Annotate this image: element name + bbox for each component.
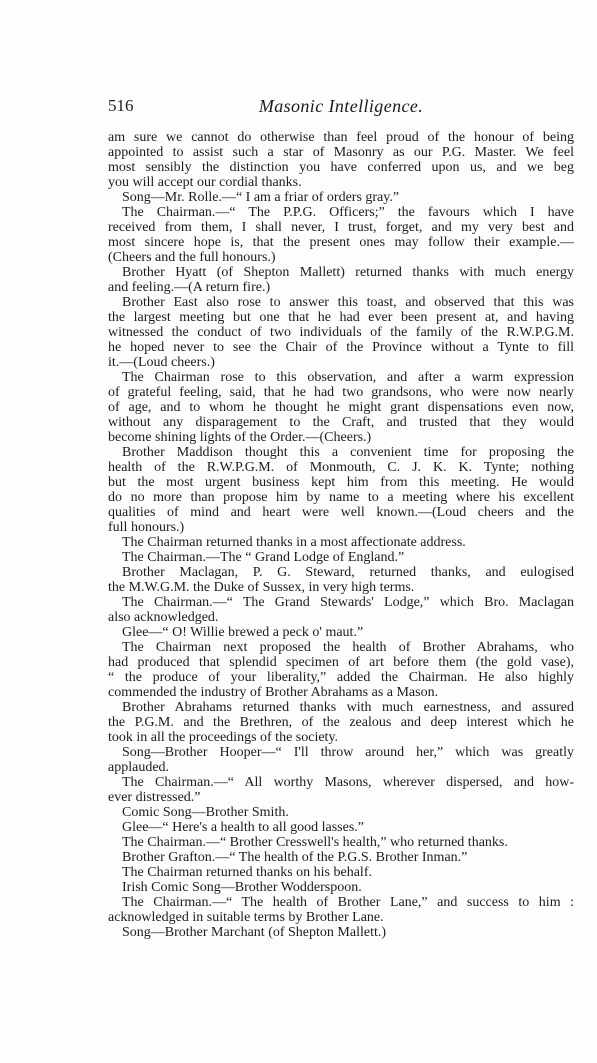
text-line: The Chairman.—“ All worthy Masons, wherever dispersed, and how- <box>122 775 574 790</box>
text-line: Song—Brother Marchant (of Shepton Mallett.) <box>122 925 387 940</box>
text-line: Brother Grafton.—“ The health of the P.G.S. Brother Inman.” <box>122 850 468 865</box>
text-line: “ the produce of your liberality,” added the Chairman. He also highly <box>108 670 574 685</box>
text-line: without any disparagement to the Craft, and trusted that they would <box>108 415 574 430</box>
text-line: took in all the proceedings of the society. <box>108 730 339 745</box>
text-line: Brother Maclagan, P. G. Steward, returned thanks, and eulogised <box>122 565 574 580</box>
text-line: The Chairman returned thanks on his behalf. <box>122 865 372 880</box>
text-line: (Cheers and the full honours.) <box>108 250 276 265</box>
text-line: Comic Song—Brother Smith. <box>122 805 289 820</box>
text-line: The Chairman.—“ The P.P.G. Officers;” the favours which I have <box>122 205 574 220</box>
text-line: The Chairman next proposed the health of Brother Abrahams, who <box>122 640 574 655</box>
text-line: received from them, I shall never, I trust, forget, and my very best and <box>108 220 574 235</box>
text-line: most sincere hope is, that the present ones may follow their example.— <box>108 235 574 250</box>
text-line: ever distressed.” <box>108 790 201 805</box>
text-line: commended the industry of Brother Abrahams as a Mason. <box>108 685 439 700</box>
text-line: Brother East also rose to answer this toast, and observed that this was <box>122 295 574 310</box>
text-line: applauded. <box>108 760 170 775</box>
text-line: The Chairman.—“ The health of Brother Lane,” and success to him : <box>122 895 574 910</box>
text-line: the P.G.M. and the Brethren, of the zealous and deep interest which he <box>108 715 574 730</box>
body-text <box>108 130 574 940</box>
text-line: full honours.) <box>108 520 185 535</box>
text-line: Brother Hyatt (of Shepton Mallett) returned thanks with much energy <box>122 265 574 280</box>
text-line: do no more than propose him by name to a meeting where his excellent <box>108 490 574 505</box>
text-line: am sure we cannot do otherwise than feel proud of the honour of being <box>108 130 574 145</box>
text-line: Irish Comic Song—Brother Wodderspoon. <box>122 880 362 895</box>
text-line: Brother Abrahams returned thanks with much earnestness, and assured <box>122 700 574 715</box>
text-line: the largest meeting but one that he had ever been present at, and having <box>108 310 574 325</box>
text-line: but the most urgent business kept him from this meeting. He would <box>108 475 574 490</box>
text-line: The Chairman returned thanks in a most affectionate address. <box>122 535 466 550</box>
page-number: 516 <box>108 96 134 115</box>
text-line: Glee—“ Here's a health to all good lasses.” <box>122 820 364 835</box>
text-line: Brother Maddison thought this a convenient time for proposing the <box>122 445 574 460</box>
text-line: most sensibly the distinction you have conferred upon us, and we beg <box>108 160 574 175</box>
text-line: Glee—“ O! Willie brewed a peck o' maut.” <box>122 625 364 640</box>
text-line: and feeling.—(A return fire.) <box>108 280 271 295</box>
text-line: you will accept our cordial thanks. <box>108 175 302 190</box>
text-line: he hoped never to see the Chair of the Province without a Tynte to fill <box>108 340 574 355</box>
text-line: Song—Brother Hooper—“ I'll throw around her,” which was greatly <box>122 745 574 760</box>
text-line: The Chairman rose to this observation, and after a warm expression <box>122 370 574 385</box>
text-line: The Chairman.—“ The Grand Stewards' Lodge,” which Bro. Maclagan <box>122 595 574 610</box>
text-line: The Chairman.—“ Brother Cresswell's health,” who returned thanks. <box>122 835 508 850</box>
text-line: had produced that splendid specimen of art before them (the gold vase), <box>108 655 574 670</box>
text-line: the M.W.G.M. the Duke of Sussex, in very high terms. <box>108 580 415 595</box>
text-line: appointed to assist such a star of Masonry as our P.G. Master. We feel <box>108 145 574 160</box>
text-line: become shining lights of the Order.—(Cheers.) <box>108 430 372 445</box>
running-title: Masonic Intelligence. <box>258 96 424 116</box>
text-line: acknowledged in suitable terms by Brother Lane. <box>108 910 384 925</box>
text-line: of grateful feeling, said, that he had two grandsons, who were now nearly <box>108 385 574 400</box>
text-line: health of the R.W.P.G.M. of Monmouth, C. J. K. K. Tynte; nothing <box>108 460 574 475</box>
text-line: of age, and to whom he thought he might grant dispensations even now, <box>108 400 574 415</box>
page-header <box>108 96 574 122</box>
text-line: qualities of mind and heart were well known.—(Loud cheers and the <box>108 505 574 520</box>
text-line: it.—(Loud cheers.) <box>108 355 215 370</box>
text-line: witnessed the conduct of two individuals of the family of the R.W.P.G.M. <box>108 325 574 340</box>
text-line: also acknowledged. <box>108 610 219 625</box>
text-line: Song—Mr. Rolle.—“ I am a friar of orders gray.” <box>122 190 400 205</box>
text-line: The Chairman.—The “ Grand Lodge of England.” <box>122 550 405 565</box>
